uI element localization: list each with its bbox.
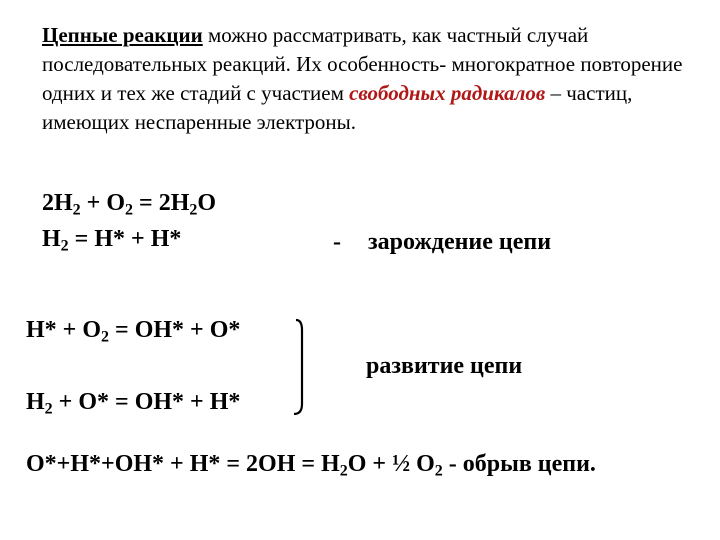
propagation-brace: [290, 316, 312, 416]
eq1-sub-2: 2: [125, 201, 134, 219]
equation-initiation: [42, 226, 181, 253]
eq5-part-b: O + ½ O: [347, 451, 435, 477]
eq5-part-a: O*+H*+OH* + H* = 2OH = H: [26, 451, 340, 477]
equation-water-formation: [42, 190, 216, 217]
eq3-sub-1: 2: [101, 328, 110, 346]
equation-propagation-2: [26, 389, 240, 416]
intro-paragraph: [42, 21, 692, 137]
eq1-part-a: 2H: [42, 190, 73, 216]
eq1-part-b: + O: [80, 190, 126, 216]
initiation-dash: -: [333, 229, 341, 255]
eq5-part-c: - обрыв цепи.: [442, 451, 596, 477]
highlight-free: свободных: [349, 81, 446, 105]
intro-text-part2: – частиц, имеющих неспаренные электроны.: [42, 81, 633, 134]
intro-text-part1: можно рассматривать, как частный случай последовательных реакций. Их особенность- многократное повторение одних и тех же стадий с участием: [42, 23, 683, 105]
eq5-sub-2: 2: [434, 462, 443, 480]
eq4-part-a: H: [26, 389, 45, 415]
eq4-part-b: + O* = OH* + H*: [52, 389, 241, 415]
initiation-label: зарождение цепи: [368, 229, 552, 255]
eq1-sub-3: 2: [189, 201, 198, 219]
eq3-part-a: H* + O: [26, 317, 102, 343]
propagation-label: развитие цепи: [366, 353, 523, 379]
eq3-part-b: = OH* + O*: [109, 317, 241, 343]
eq2-part-a: H: [42, 226, 61, 252]
term-chain-reactions: Цепные реакции: [42, 23, 203, 47]
eq1-sub-1: 2: [72, 201, 81, 219]
eq5-sub-1: 2: [339, 462, 348, 480]
equation-termination: [26, 451, 596, 478]
eq1-part-d: O: [197, 190, 217, 216]
equation-propagation-1: [26, 317, 240, 344]
eq1-part-c: = 2H: [133, 190, 190, 216]
eq4-sub-1: 2: [44, 400, 53, 418]
highlight-radicals: радикалов: [450, 81, 546, 105]
eq2-part-b: = H* + H*: [68, 226, 182, 252]
eq2-sub-1: 2: [60, 237, 69, 255]
